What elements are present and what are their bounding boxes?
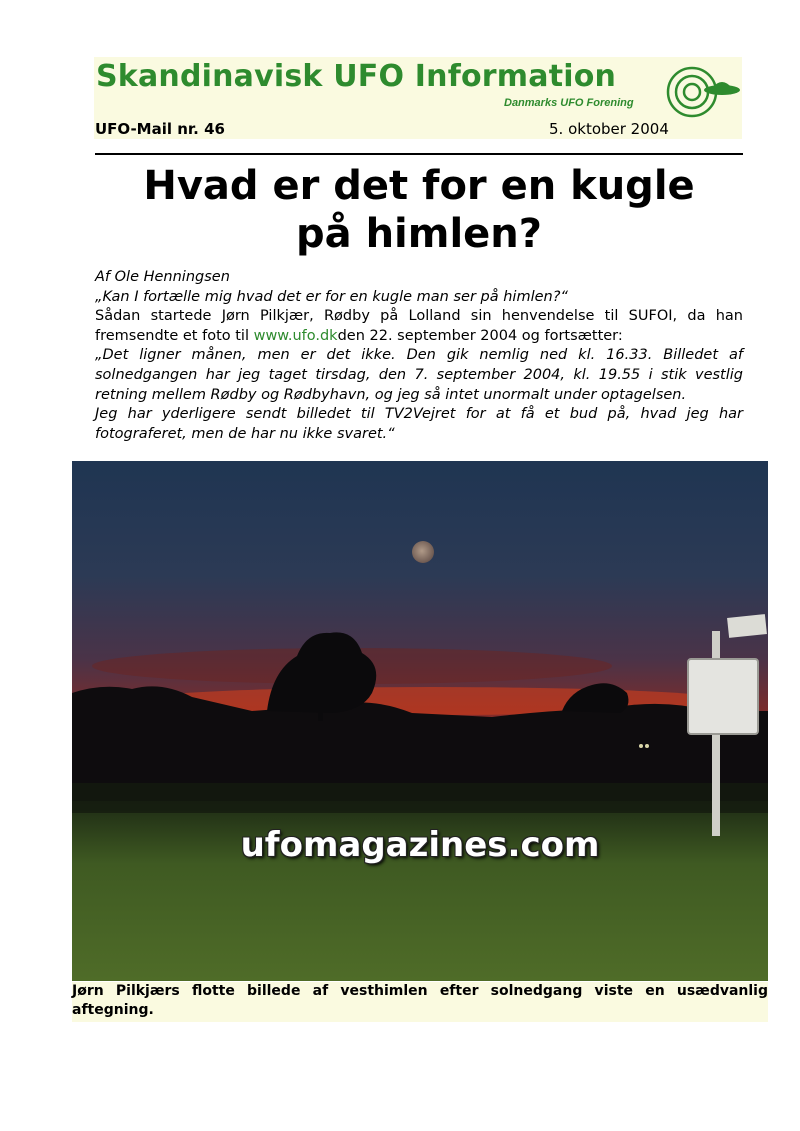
intro-text-continued: den 22. september 2004 og fortsætter: xyxy=(337,327,623,344)
masthead xyxy=(94,57,742,139)
opening-quote: „Kan I fortælle mig hvad det er for en kugle man ser på himlen?“ xyxy=(95,288,568,305)
headline-line-1: Hvad er det for en kugle xyxy=(143,163,695,209)
article-body xyxy=(95,268,743,444)
witness-quote: „Det ligner månen, men er det ikke. Den gik nemlig ned kl. 16.33. Billedet af solnedgangen har jeg taget tirsdag, den 7. september 2004, kl. 19.55 i stik vestlig retning mellem Rødby og Rødbyhavn, og jeg så intet unormalt under optagelsen. xyxy=(95,347,743,403)
article-headline xyxy=(95,162,743,258)
witness-quote-continued: Jeg har yderligere sendt billedet til TV2Vejret for at få et bud på, hvad jeg har fotograferet, men de har nu ikke svaret.“ xyxy=(95,406,743,442)
intro-paragraph xyxy=(95,307,743,346)
masthead-title: Skandinavisk UFO Information xyxy=(96,59,617,94)
masthead-subtitle: Danmarks UFO Forening xyxy=(504,97,634,109)
sunset-photo xyxy=(72,461,768,981)
byline: Af Ole Henningsen xyxy=(95,269,230,285)
headline-line-2: på himlen? xyxy=(296,211,542,257)
ufo-dk-link[interactable]: www.ufo.dk xyxy=(253,327,338,344)
issue-date: 5. oktober 2004 xyxy=(549,120,669,138)
sunset-photo-image xyxy=(72,461,768,981)
intro-text: Sådan startede Jørn Pilkjær, Rødby på Lolland sin henvendelse til SUFOI, da han fremsendte et foto til xyxy=(95,308,743,344)
issue-number: UFO-Mail nr. 46 xyxy=(95,120,225,138)
watermark-text: ufomagazines.com xyxy=(240,825,600,865)
photo-caption: Jørn Pilkjærs flotte billede af vesthimlen efter solnedgang viste en usædvanlig aftegning. xyxy=(72,982,768,1022)
header-divider xyxy=(95,153,743,155)
ufo-target-logo-icon xyxy=(666,62,742,118)
